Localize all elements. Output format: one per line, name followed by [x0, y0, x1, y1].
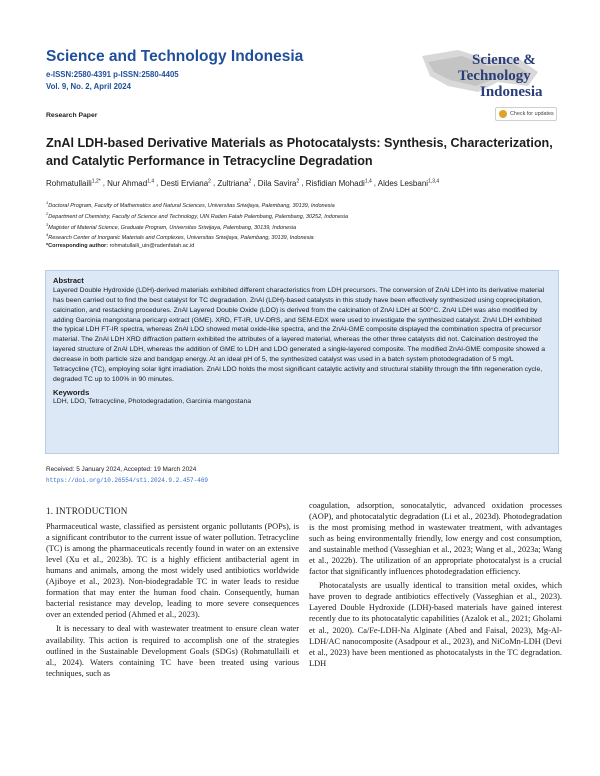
keywords: LDH, LDO, Tetracycline, Photodegradation, Garcinia mangostana	[53, 398, 252, 406]
paragraph: It is necessary to deal with wastewater treatment to ensure clean water availability. This action is required to accomplish one of the strategies outlined in the Sustainable Development Goals (SDGs) (Rohmatullaili et al., 2024). Waters containing TC have been treated using various techniques, such as	[46, 624, 299, 678]
abstract-box	[45, 270, 559, 454]
volume-issue: Vol. 9, No. 2, April 2024	[46, 82, 131, 91]
paragraph: coagulation, adsorption, sonocatalytic, advanced oxidation processes (AOP), and photocatalytic degradation (Li et al., 2023d). Photodegradation is the most promising method in wastewater treatment, with advantages such as being environmentally friendly, low energy and cost consumption, and sustainable method (Vasseghian et al., 2023; Wang et al., 2023a; Wang et al., 2022b). The utilization of an appropriate photocatalyst is a crucial factor that significantly influences photodegradation efficiency.	[309, 501, 562, 577]
logo-text-line3: Indonesia	[480, 84, 543, 100]
author: Zultriana$^2$	[217, 178, 252, 188]
check-updates-button[interactable]	[495, 107, 557, 121]
affiliation: $^3$Magister of Material Science, Graduate Program, Universitas Sriwijaya, Palembang, 30139, Indonesia	[46, 221, 297, 231]
author: Desti Erviana$^2$	[160, 178, 211, 188]
section-heading: 1. INTRODUCTION	[46, 506, 128, 516]
author: Aldes Lesbani$^{1,3,4}$	[377, 178, 440, 188]
keywords-heading: Keywords	[53, 388, 90, 398]
abstract-text: Layered Double Hydroxide (LDH)-derived materials exhibited different characteristics from LDH precursors. The conversion of ZnAl LDH into its derivative material has been carried out to find the best catalyst for TC degradation. ZnAl (LDH)-based catalysts in this study have been effectively synthesized using coprecipitation, calcination, and restacking procedures. ZnAl Layered Double Oxide (LDO) is derived from the calcination of ZnAl LDH at 500°C. ZnAl LDH was also modified by adding Garcinia mangostana pericarp extract (GME). XRD, FT-IR, UV-DRS, and SEM-EDX were used to investigate the synthesized catalyst. ZnAl LDH exhibited the typical LDH FT-IR spectra, whereas ZnAl LDO showed metal oxide-like spectra, and the ZnAl-GME composite displayed the combination spectra of precursor material. The ZnAl LDH XRD diffraction pattern exhibited the attributes of a layered material, whereas the other three catalysts did not. Calcination destroyed the layered structure of ZnAl LDH, whereas the addition of GME to LDH and LDO generated a single-layered composite. The modified ZnAl-GME composite showed a decrease in both particle size and bandgap energy. At an ideal pH of 5, the synthesized catalyst was used in a batch system photodegradation of 5 mg/L Tetracycline (TC), employing solar light irradiation. ZnAl LDO holds the most significant catalytic activity and structural stability through the fifth regeneration cycle, degraded TC up to 100% in 90 minutes.	[53, 287, 546, 383]
corresponding-author: *Corresponding author: rohmatullaili_uin@radenfatah.ac.id	[46, 243, 195, 250]
journal-logo	[418, 42, 558, 104]
affiliation: $^1$Doctoral Program, Faculty of Mathematics and Natural Sciences, Universitas Sriwijaya, Palembang, 30139, Indonesia	[46, 200, 335, 209]
doi-link[interactable]: https://doi.org/10.26554/sti.2024.9.2.457-469	[46, 477, 209, 484]
paragraph: Pharmaceutical waste, classified as persistent organic pollutants (POPs), is a significant contributor to the current issue of water pollution. Tetracycline (TC) is among the pharmaceuticals recently found in water on an extensive level (Xu et al., 2023b). TC is a highly efficient antibacterial agent in humans and animals, among the most widely used antibiotics worldwide (Ajiboye et al., 2023). Non-biodegradable TC in water leads to residue formation that may enter the human food chain. Consequently, human bacterial resistance may develop, leading to more severe consequences over an extended period (Ahmed et al., 2023).	[46, 522, 299, 620]
received-dates: Received: 5 January 2024, Accepted: 19 March 2024	[46, 466, 197, 473]
paper-title: ZnAl LDH-based Derivative Materials as Photocatalysts: Synthesis, Characterization, and Catalytic Performance in Tetracycline Degradation	[46, 136, 553, 168]
affiliation: $^4$Research Center of Inorganic Materials and Complexes, Universitas Sriwijaya, Palembang, 30139, Indonesia	[46, 232, 314, 242]
author: Dila Savira$^2$	[257, 178, 300, 188]
logo-text-line1: Science &	[472, 52, 536, 68]
author: Rohmatullaili$^{1,2*}$	[46, 178, 101, 188]
author: Nur Ahmad$^{1,4}$	[107, 178, 155, 188]
affiliation: $^2$Department of Chemistry, Faculty of Science and Technology, UIN Raden Fatah Palembang, Palembang, 30252, Indonesia	[46, 210, 349, 220]
logo-text-line2: Technology	[458, 68, 531, 84]
abstract-heading: Abstract	[53, 276, 84, 285]
journal-title: Science and Technology Indonesia	[46, 48, 304, 65]
right-column	[309, 500, 562, 669]
check-updates-icon	[499, 110, 507, 118]
article-type: Research Paper	[46, 112, 98, 119]
author-list: Rohmatullaili$^{1,2*}$ , Nur Ahmad$^{1,4}$ , Desti Erviana$^2$ , Zultriana$^2$ , Dila Savira$^2$ , Risfidian Mohadi$^{1,4}$ , Aldes Lesbani$^{1,3,4}$	[46, 178, 440, 188]
affiliations	[46, 199, 348, 250]
corresponding-email[interactable]: rohmatullaili_uin@radenfatah.ac.id	[109, 243, 195, 250]
author: Risfidian Mohadi$^{1,4}$	[305, 178, 372, 188]
left-column	[46, 506, 299, 679]
check-updates-label: Check for updates	[510, 111, 554, 117]
paragraph: Photocatalysts are usually identical to transition metal oxides, which have proven to degrade antibiotics effectively (Vasseghian et al., 2023). Layered Double Hydroxide (LDH)-based materials have gained interest recently due to its photocatalytic capabilities (Azalok et al., 2021; Gholami et al., 2020). Ca/Fe-LDH-Na Alginate (Abed and Faisal, 2023), Mg-Al-LDH/AC nanocomposite (Asadpour et al., 2023), and NiCoMn-LDH (Devi et al., 2023) have been mentioned as photocatalysts in the TC degradation. LDH	[309, 581, 562, 668]
issn: e-ISSN:2580-4391 p-ISSN:2580-4405	[46, 70, 179, 79]
